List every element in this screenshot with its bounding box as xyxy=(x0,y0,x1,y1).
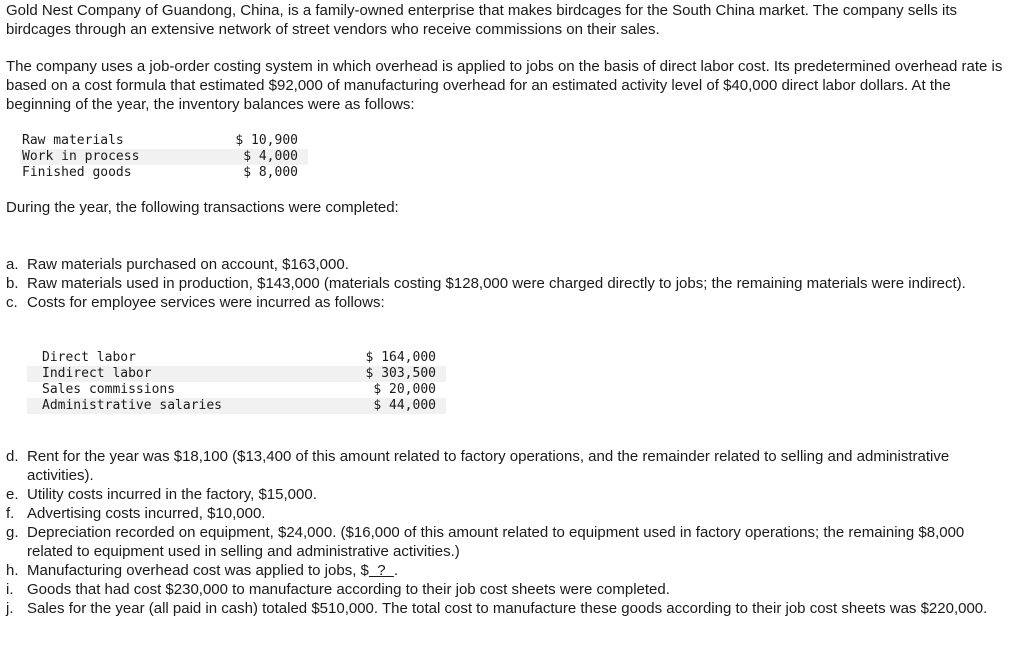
service-row xyxy=(27,350,446,366)
service-row xyxy=(27,382,446,398)
transaction-text: Raw materials purchased on account, $163,000. xyxy=(27,256,349,273)
balance-row xyxy=(20,149,308,165)
transaction-item xyxy=(6,485,1011,504)
service-amount: $ 20,000 xyxy=(373,382,436,397)
transactions-list-first xyxy=(6,255,1011,312)
transactions-intro: During the year, the following transactions were completed: xyxy=(6,199,399,216)
transaction-item xyxy=(6,561,1011,580)
transaction-marker: g. xyxy=(6,524,19,541)
transaction-marker: h. xyxy=(6,562,19,579)
transaction-item xyxy=(6,523,1011,561)
transaction-text: Sales for the year (all paid in cash) totaled $510,000. The total cost to manufacture these goods according to their job cost sheets was $220,000. xyxy=(27,600,988,617)
costing-paragraph: The company uses a job-order costing system in which overhead is applied to jobs on the basis of direct labor cost. Its predetermined overhead rate is based on a cost formula that estimated $92,000 of manufacturing overhead for an estimated activity level of $40,000 direct labor dollars. At the beginning of the year, the inventory balances were as follows: xyxy=(6,58,1003,113)
transaction-item xyxy=(6,293,1011,312)
transaction-marker: e. xyxy=(6,486,19,503)
service-row xyxy=(27,366,446,382)
balance-amount: $ 4,000 xyxy=(224,149,308,165)
transaction-item xyxy=(6,447,1011,485)
transaction-text: Utility costs incurred in the factory, $15,000. xyxy=(27,486,317,503)
transaction-item xyxy=(6,580,1011,599)
transaction-marker: b. xyxy=(6,275,19,292)
transaction-text: Goods that had cost $230,000 to manufacture according to their job cost sheets were completed. xyxy=(27,581,670,598)
balance-label: Work in process xyxy=(20,149,224,165)
balance-row xyxy=(20,133,308,149)
service-amount: $ 44,000 xyxy=(362,398,446,414)
transaction-marker: j. xyxy=(6,600,14,617)
transactions-list-second xyxy=(6,447,1011,618)
service-amount: $ 164,000 xyxy=(365,350,436,365)
transaction-text-end: . xyxy=(393,562,399,579)
balance-label: Raw materials xyxy=(22,133,124,148)
transaction-item xyxy=(6,504,1011,523)
transaction-marker: i. xyxy=(6,581,14,598)
answer-blank: ? xyxy=(368,562,394,579)
transaction-text: Rent for the year was $18,100 ($13,400 of this amount related to factory operations, and the remainder related to selling and administrative activities). xyxy=(27,448,950,484)
service-label: Administrative salaries xyxy=(27,398,362,414)
service-label: Direct labor xyxy=(42,350,136,365)
transaction-text: Manufacturing overhead cost was applied to jobs, $ xyxy=(27,562,369,579)
transaction-marker: d. xyxy=(6,448,19,465)
transaction-text: Depreciation recorded on equipment, $24,000. ($16,000 of this amount related to equipment used in factory operations; the remaining $8,000 related to equipment used in selling and administrative activities.) xyxy=(27,524,965,560)
balance-label: Finished goods xyxy=(22,165,132,180)
transaction-marker: c. xyxy=(6,294,18,311)
transaction-text: Raw materials used in production, $143,000 (materials costing $128,000 were charged directly to jobs; the remaining materials were indirect). xyxy=(27,275,966,292)
transaction-text: Advertising costs incurred, $10,000. xyxy=(27,505,266,522)
transaction-item xyxy=(6,599,1011,618)
balance-amount: $ 10,900 xyxy=(235,133,298,148)
intro-paragraph: Gold Nest Company of Guandong, China, is a family-owned enterprise that makes birdcages for the South China market. The company sells its birdcages through an extensive network of street vendors who receive commissions on their sales. xyxy=(6,2,958,38)
service-row xyxy=(27,398,446,414)
transaction-marker: a. xyxy=(6,256,19,273)
inventory-balances-table xyxy=(20,133,308,181)
service-label: Sales commissions xyxy=(42,382,176,397)
transaction-text: Costs for employee services were incurred as follows: xyxy=(27,294,385,311)
service-label: Indirect labor xyxy=(27,366,362,382)
problem-text xyxy=(6,0,1011,618)
balance-amount: $ 8,000 xyxy=(243,165,298,180)
service-amount: $ 303,500 xyxy=(362,366,446,382)
transaction-marker: f. xyxy=(6,505,15,522)
employee-services-table xyxy=(27,350,446,414)
transaction-item xyxy=(6,255,1011,274)
balance-row xyxy=(20,165,308,181)
transaction-item xyxy=(6,274,1011,293)
